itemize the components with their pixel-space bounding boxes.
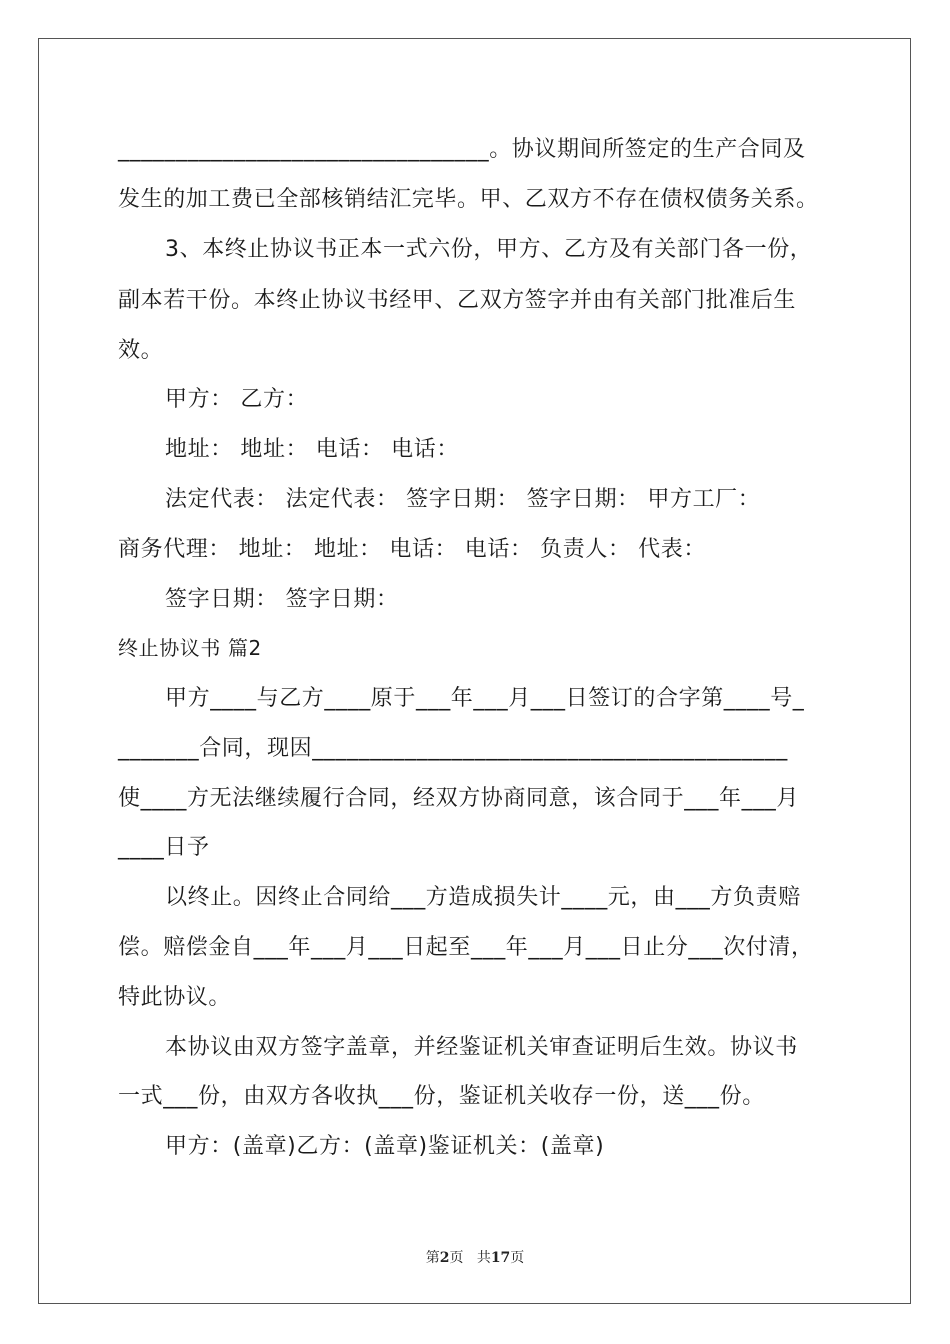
page-border — [38, 38, 911, 1304]
text-line: 特此协议。 — [118, 985, 232, 1010]
text-line: ____日予 — [118, 835, 210, 860]
text-line: 商务代理： 地址： 地址： 电话： 电话： 负责人： 代表： — [118, 537, 706, 562]
text-line: 副本若干份。本终止协议书经甲、乙双方签字并由有关部门批准后生 — [118, 288, 797, 313]
text-line: 签字日期： 签字日期： — [165, 587, 399, 612]
text-line: 甲方： 乙方： — [165, 387, 309, 412]
text-line: 以终止。因终止合同给___方造成损失计____元，由___方负责赔 — [165, 885, 801, 910]
text-line: 使____方无法继续履行合同，经双方协商同意，该合同于___年___月 — [118, 786, 800, 811]
text-line: 一式___份，由双方各收执___份，鉴证机关收存一份，送___份。 — [118, 1084, 765, 1109]
text-line: 法定代表： 法定代表： 签字日期： 签字日期： 甲方工厂： — [165, 487, 761, 512]
total-suffix: 页 — [510, 1250, 525, 1266]
page-prefix: 第 — [425, 1250, 440, 1266]
text-line: 甲方：(盖章)乙方：(盖章)鉴证机关：(盖章) — [165, 1134, 605, 1159]
text-line: 发生的加工费已全部核销结汇完毕。甲、乙双方不存在债权债务关系。 — [118, 187, 819, 212]
text-line: 偿。赔偿金自___年___月___日起至___年___月___日止分___次付清， — [118, 935, 814, 960]
text-line: _______合同，现因_________________________________________ — [118, 736, 788, 761]
page-suffix: 页 — [449, 1250, 464, 1266]
text-line: 3、本终止协议书正本一式六份，甲方、乙方及有关部门各一份， — [165, 237, 813, 262]
page-footer — [0, 1247, 950, 1267]
text-line: 地址： 地址： 电话： 电话： — [165, 437, 459, 462]
text-line: ________________________________。协议期间所签定的生产合同及 — [118, 137, 806, 162]
total-prefix: 共 — [476, 1250, 491, 1266]
section-heading: 终止协议书 篇2 — [118, 636, 262, 660]
text-line: 甲方____与乙方____原于___年___月___日签订的合字第____号_ — [165, 686, 805, 711]
total-pages: 17 — [490, 1250, 511, 1266]
page-number: 2 — [439, 1250, 450, 1266]
text-line: 效。 — [118, 338, 164, 363]
text-line: 本协议由双方签字盖章，并经鉴证机关审查证明后生效。协议书 — [165, 1035, 798, 1060]
